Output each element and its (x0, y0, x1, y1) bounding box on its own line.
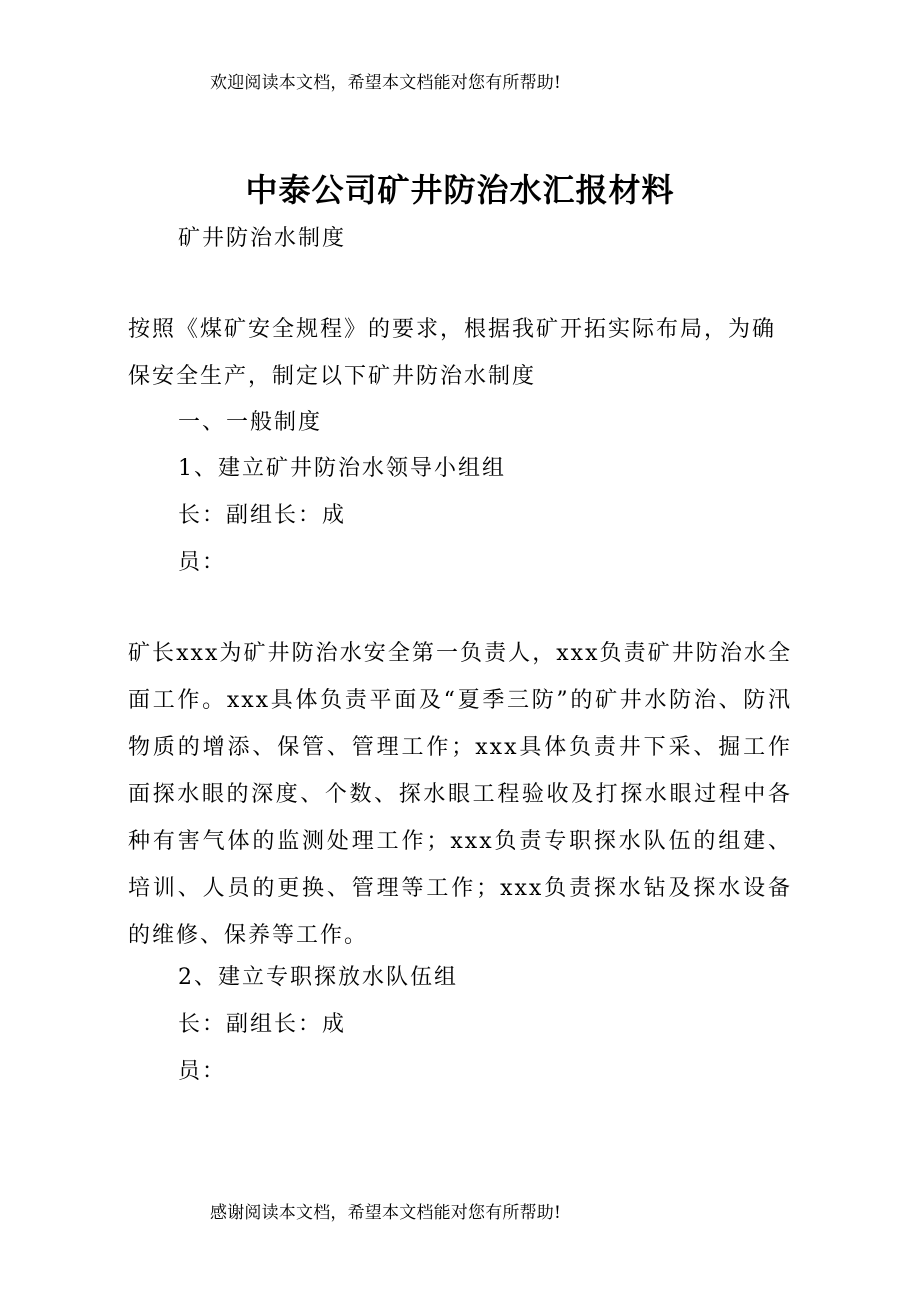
intro-line-1: 按照《煤矿安全规程》的要求，根据我矿开拓实际布局，为确 (128, 317, 777, 342)
item-1-title: 1、建立矿井防治水领导小组组 (178, 456, 506, 481)
item-2-title: 2、建立专职探放水队伍组 (178, 965, 458, 990)
subtitle: 矿井防治水制度 (178, 226, 347, 251)
page-title: 中泰公司矿井防治水汇报材料 (245, 171, 675, 209)
header-note: 欢迎阅读本文档，希望本文档能对您有所帮助! (210, 73, 562, 93)
section-heading: 一、一般制度 (178, 410, 323, 435)
item-2-roles: 长：副组长：成 (178, 1012, 347, 1037)
item-1-roles: 长：副组长：成 (178, 503, 347, 528)
footer-note: 感谢阅读本文档，希望本文档能对您有所帮助! (210, 1203, 562, 1223)
item-2-members: 员： (178, 1059, 227, 1084)
item-1-members: 员： (178, 550, 227, 575)
intro-line-2: 保安全生产，制定以下矿井防治水制度 (128, 364, 537, 389)
responsibility-paragraph: 矿长xxx为矿井防治水安全第一负责人，xxx负责矿井防治水全面工作。xxx具体负责平面及“夏季三防”的矿井水防治、防汛物质的增添、保管、管理工作；xxx具体负责井下采、掘工作面探水眼的深度、个数、探水眼工程验收及打探水眼过程中各种有害气体的监测处理工作；xxx负责专职探水队伍的组建、培训、人员的更换、管理等工作；xxx负责探水钻及探水设备的维修、保养等工作。 (128, 641, 792, 948)
